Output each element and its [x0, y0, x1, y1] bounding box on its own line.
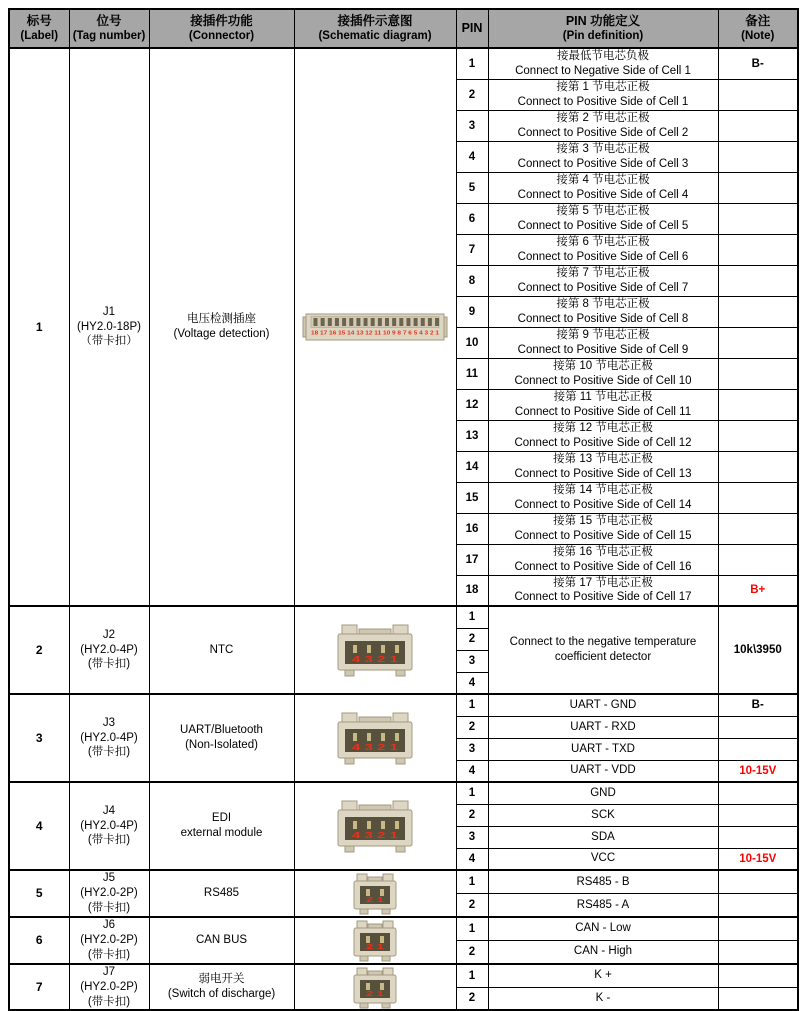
pin-number: 1	[456, 694, 488, 716]
pin-definition-table	[8, 8, 799, 1011]
pin-row-j5-1	[9, 870, 798, 893]
pin-definition-merged-j2: Connect to the negative temperature coefficient detector	[488, 606, 718, 694]
pin-definition-en: Connect to Positive Side of Cell 11	[514, 405, 692, 418]
tag-number-j4	[69, 782, 149, 870]
note-cell: 10-15V	[718, 848, 798, 870]
pin-definition-zh: 接第 8 节电芯正极	[556, 297, 650, 310]
pin-definition-zh: 接第 16 节电芯正极	[553, 545, 653, 558]
tag-number-j1-line: （带卡扣）	[80, 335, 138, 348]
pin-definition-zh: 接第 12 节电芯正极	[553, 421, 653, 434]
pin-definition-en: CAN - High	[573, 945, 633, 958]
note-cell	[718, 513, 798, 544]
note-cell	[718, 296, 798, 327]
connector-photo-2p	[352, 966, 398, 1009]
pin-definition-en: Connect to Positive Side of Cell 14	[514, 498, 692, 511]
tag-number-j4-line: J4	[102, 804, 116, 817]
table-body	[9, 48, 798, 1010]
note-cell: B+	[718, 575, 798, 606]
svg-text:2 1: 2 1	[366, 941, 384, 951]
tag-number-j2-line: J2	[102, 628, 116, 641]
pin-definition-zh: 接第 14 节电芯正极	[553, 483, 653, 496]
tag-number-j1-line: J1	[102, 305, 116, 318]
pin-definition	[488, 420, 718, 451]
connector-photo-4p	[336, 798, 414, 854]
header-note	[718, 9, 798, 48]
tag-number-j3-line: J3	[102, 716, 116, 729]
pin-definition-en: Connect to Negative Side of Cell 1	[515, 64, 691, 77]
header-connector-en: (Connector)	[188, 30, 255, 43]
note-cell	[718, 389, 798, 420]
header-connector-function	[149, 9, 294, 48]
header-pin-definition-zh: PIN 功能定义	[565, 13, 641, 28]
pin-definition	[488, 870, 718, 893]
note-cell	[718, 265, 798, 296]
header-label-zh: 标号	[26, 13, 52, 28]
header-tag-en: (Tag number)	[72, 30, 146, 43]
pin-row-j1-1	[9, 48, 798, 79]
schematic-photo-wrap	[295, 872, 456, 915]
row-label-j2: 2	[9, 606, 69, 694]
schematic-cell-j5	[294, 870, 456, 917]
tag-number-j1-line: (HY2.0-18P)	[77, 320, 141, 333]
pin-definition	[488, 389, 718, 420]
connector-photo-4p	[336, 622, 414, 678]
pin-definition	[488, 964, 718, 987]
pin-definition	[488, 110, 718, 141]
note-cell-j2: 10k\3950	[718, 606, 798, 694]
note-cell	[718, 964, 798, 987]
schematic-cell-j4	[294, 782, 456, 870]
schematic-cell-j7	[294, 964, 456, 1011]
note-cell	[718, 716, 798, 738]
pin-definition	[488, 141, 718, 172]
pin-row-j6-1	[9, 917, 798, 940]
pin-definition-en: Connect to Positive Side of Cell 16	[514, 560, 692, 573]
svg-text:4 3 2 1: 4 3 2 1	[352, 655, 400, 664]
pin-definition-en: UART - GND	[569, 698, 637, 711]
pin-definition	[488, 296, 718, 327]
row-label-j6: 6	[9, 917, 69, 964]
pin-number: 14	[456, 451, 488, 482]
tag-number-j3-line: (HY2.0-4P)	[80, 731, 138, 744]
note-cell	[718, 172, 798, 203]
pin-definition	[488, 327, 718, 358]
pin-definition	[488, 804, 718, 826]
pin-definition	[488, 203, 718, 234]
pin-definition-en: UART - VDD	[570, 764, 636, 777]
pin-number: 7	[456, 234, 488, 265]
pin-number: 13	[456, 420, 488, 451]
header-note-en: (Note)	[741, 30, 775, 43]
tag-number-j5-line: J5	[102, 872, 116, 884]
tag-number-j4-line: (带卡扣)	[87, 834, 131, 847]
note-cell	[718, 893, 798, 916]
header-pin-label: PIN	[461, 20, 483, 35]
tag-number-j6-line: J6	[102, 918, 116, 931]
pin-definition	[488, 544, 718, 575]
pin-number: 1	[456, 606, 488, 628]
note-cell	[718, 79, 798, 110]
pin-number: 1	[456, 917, 488, 940]
connector-function-j5-line: RS485	[203, 886, 240, 899]
header-note-zh: 备注	[745, 13, 771, 28]
pin-number: 12	[456, 389, 488, 420]
connector-function-j4-line: EDI	[211, 812, 232, 825]
pin-number: 6	[456, 203, 488, 234]
row-label-j1: 1	[9, 48, 69, 606]
pin-row-j3-1	[9, 694, 798, 716]
pin-number: 15	[456, 482, 488, 513]
tag-number-j5	[69, 870, 149, 917]
svg-text:2 1: 2 1	[366, 988, 384, 998]
note-cell	[718, 141, 798, 172]
pin-number: 3	[456, 826, 488, 848]
schematic-cell-j1	[294, 48, 456, 606]
pin-definition	[488, 782, 718, 804]
connector-photo-18p	[301, 309, 449, 345]
pin-number: 11	[456, 358, 488, 389]
pin-number: 2	[456, 987, 488, 1010]
schematic-cell-j3	[294, 694, 456, 782]
pin-number: 9	[456, 296, 488, 327]
pin-definition-en: Connect to Positive Side of Cell 5	[517, 219, 689, 232]
note-cell	[718, 940, 798, 963]
header-pin-definition-en: (Pin definition)	[562, 30, 644, 43]
pin-definition	[488, 917, 718, 940]
pin-definition-zh: 接第 4 节电芯正极	[556, 173, 650, 186]
pin-row-j7-1	[9, 964, 798, 987]
pin-definition-en: K +	[594, 969, 612, 982]
pin-definition-en: Connect to Positive Side of Cell 17	[514, 591, 692, 604]
header-pin	[456, 9, 488, 48]
note-cell	[718, 327, 798, 358]
note-cell	[718, 358, 798, 389]
pin-number: 2	[456, 940, 488, 963]
pin-number: 1	[456, 48, 488, 79]
pin-definition-en: CAN - Low	[575, 922, 631, 935]
pin-definition-en: Connect to Positive Side of Cell 2	[517, 126, 689, 139]
pin-number: 1	[456, 964, 488, 987]
pin-definition-en: SCK	[591, 808, 615, 821]
pin-definition-zh: 接第 6 节电芯正极	[556, 235, 650, 248]
schematic-cell-j2	[294, 606, 456, 694]
connector-photo-2p	[352, 919, 398, 962]
pin-definition-zh: 接第 15 节电芯正极	[553, 514, 653, 527]
note-cell: B-	[718, 694, 798, 716]
pin-definition	[488, 716, 718, 738]
connector-photo-4p	[336, 710, 414, 766]
pin-definition-en: Connect to Positive Side of Cell 13	[514, 467, 692, 480]
row-label-j3: 3	[9, 694, 69, 782]
pin-definition-zh: 接第 5 节电芯正极	[556, 204, 650, 217]
pin-definition-en: RS485 - B	[576, 875, 630, 888]
tag-number-j7-line: (HY2.0-2P)	[80, 980, 138, 993]
pin-number: 16	[456, 513, 488, 544]
pin-number: 4	[456, 848, 488, 870]
pin-number: 2	[456, 893, 488, 916]
pin-definition-zh: 接第 9 节电芯正极	[556, 328, 650, 341]
pin-definition	[488, 575, 718, 606]
header-schematic-en: (Schematic diagram)	[318, 30, 432, 43]
pin-definition-en: Connect to Positive Side of Cell 6	[517, 250, 689, 263]
svg-text:18 17 16 15 14 13 12 11 10 9 8: 18 17 16 15 14 13 12 11 10 9 8 7 6 5 4 3 2 1	[311, 330, 439, 337]
pin-definition-en: Connect to Positive Side of Cell 12	[514, 436, 692, 449]
pin-definition-en: UART - RXD	[570, 720, 636, 733]
note-cell	[718, 917, 798, 940]
pin-definition	[488, 893, 718, 916]
pin-definition-zh: 接第 13 节电芯正极	[553, 452, 653, 465]
tag-number-j3	[69, 694, 149, 782]
note-cell	[718, 482, 798, 513]
pin-definition-en: K -	[595, 992, 611, 1005]
schematic-photo-wrap	[295, 798, 456, 854]
connector-function-j6-line: CAN BUS	[195, 933, 248, 946]
note-cell	[718, 987, 798, 1010]
tag-number-j7-line: (带卡扣)	[87, 995, 131, 1008]
pin-definition	[488, 940, 718, 963]
svg-text:4 3 2 1: 4 3 2 1	[352, 831, 400, 840]
pin-number: 2	[456, 716, 488, 738]
connector-function-j1-line: 电压检测插座	[187, 313, 256, 326]
tag-number-j2	[69, 606, 149, 694]
pin-definition	[488, 738, 718, 760]
note-cell: B-	[718, 48, 798, 79]
connector-function-j3-line: (Non-Isolated)	[185, 739, 258, 751]
svg-text:2 1: 2 1	[366, 894, 384, 904]
pin-definition-en: SDA	[591, 830, 615, 843]
pin-definition	[488, 265, 718, 296]
pin-number: 5	[456, 172, 488, 203]
schematic-photo-wrap	[295, 622, 456, 678]
pin-definition-zh: 接第 2 节电芯正极	[556, 111, 650, 124]
pin-number: 8	[456, 265, 488, 296]
pin-definition	[488, 826, 718, 848]
pin-number: 1	[456, 870, 488, 893]
pin-definition	[488, 760, 718, 782]
pin-number: 2	[456, 628, 488, 650]
note-cell	[718, 451, 798, 482]
pin-definition	[488, 848, 718, 870]
header-schematic	[294, 9, 456, 48]
schematic-cell-j6	[294, 917, 456, 964]
pin-definition-zh: 接第 1 节电芯正极	[556, 80, 650, 93]
pin-definition-en: UART - TXD	[571, 742, 635, 755]
row-label-j5: 5	[9, 870, 69, 917]
tag-number-j7	[69, 964, 149, 1011]
pin-definition	[488, 358, 718, 389]
tag-number-j5-line: (HY2.0-2P)	[80, 886, 138, 899]
pin-number: 1	[456, 782, 488, 804]
tag-number-j5-line: (带卡扣)	[87, 901, 131, 914]
header-tag-number	[69, 9, 149, 48]
connector-function-j7-line: (Switch of discharge)	[167, 988, 276, 1001]
pin-number: 3	[456, 738, 488, 760]
pin-definition-zh: 接第 11 节电芯正极	[553, 390, 653, 403]
pin-definition	[488, 234, 718, 265]
pin-definition	[488, 451, 718, 482]
pin-definition-zh: 接第 17 节电芯正极	[553, 576, 653, 589]
connector-function-j7-line: 弱电开关	[198, 973, 245, 986]
schematic-photo-wrap	[295, 919, 456, 962]
header-label	[9, 9, 69, 48]
note-cell	[718, 110, 798, 141]
pin-definition-en: Connect to Positive Side of Cell 4	[517, 188, 689, 201]
tag-number-j1	[69, 48, 149, 606]
note-cell	[718, 782, 798, 804]
pin-definition-en: Connect to Positive Side of Cell 9	[517, 343, 689, 356]
tag-number-j6-line: (带卡扣)	[87, 948, 131, 961]
note-cell	[718, 826, 798, 848]
connector-function-j1	[149, 48, 294, 606]
connector-function-j3	[149, 694, 294, 782]
connector-function-j7	[149, 964, 294, 1011]
schematic-photo-wrap	[295, 966, 456, 1009]
connector-function-j5	[149, 870, 294, 917]
pin-definition	[488, 513, 718, 544]
tag-number-j3-line: (带卡扣)	[87, 746, 131, 759]
svg-text:4 3 2 1: 4 3 2 1	[352, 743, 400, 752]
pin-definition-en: Connect to Positive Side of Cell 3	[517, 157, 689, 170]
schematic-photo-wrap	[295, 710, 456, 766]
header-tag-zh: 位号	[96, 13, 122, 28]
connector-function-j4-line: external module	[180, 827, 263, 839]
pin-definition-en: Connect to Positive Side of Cell 15	[514, 529, 692, 542]
header-pin-definition	[488, 9, 718, 48]
pin-definition-en: Connect to Positive Side of Cell 10	[514, 374, 692, 387]
pin-definition-en: GND	[590, 786, 616, 799]
pin-definition-zh: 接第 10 节电芯正极	[553, 359, 653, 372]
row-label-j7: 7	[9, 964, 69, 1011]
connector-function-j1-line: (Voltage detection)	[173, 328, 270, 340]
tag-number-j7-line: J7	[102, 965, 116, 978]
pin-row-j4-1	[9, 782, 798, 804]
pin-number: 4	[456, 760, 488, 782]
tag-number-j4-line: (HY2.0-4P)	[80, 819, 138, 832]
pin-definition-zh: 接第 7 节电芯正极	[556, 266, 650, 279]
pin-definition	[488, 987, 718, 1010]
pin-number: 4	[456, 141, 488, 172]
note-cell	[718, 544, 798, 575]
pin-definition	[488, 79, 718, 110]
pin-number: 2	[456, 79, 488, 110]
pin-number: 2	[456, 804, 488, 826]
note-cell	[718, 738, 798, 760]
note-cell	[718, 804, 798, 826]
pin-number: 4	[456, 672, 488, 694]
pin-definition-en: RS485 - A	[576, 898, 630, 911]
connector-function-j4	[149, 782, 294, 870]
pin-definition	[488, 48, 718, 79]
connector-function-j6	[149, 917, 294, 964]
connector-function-j2-line: NTC	[209, 643, 234, 656]
pin-definition-en: Connect to Positive Side of Cell 7	[517, 281, 689, 294]
pin-number: 17	[456, 544, 488, 575]
pin-definition-en: VCC	[590, 852, 616, 865]
header-row	[9, 9, 798, 48]
connector-function-j2	[149, 606, 294, 694]
tag-number-j6-line: (HY2.0-2P)	[80, 933, 138, 946]
pin-definition-zh: 接第 3 节电芯正极	[556, 142, 650, 155]
pin-number: 3	[456, 110, 488, 141]
note-cell	[718, 234, 798, 265]
note-cell: 10-15V	[718, 760, 798, 782]
pin-definition-en: Connect to Positive Side of Cell 1	[517, 95, 689, 108]
pin-definition-zh: 接最低节电芯负极	[557, 50, 649, 63]
row-label-j4: 4	[9, 782, 69, 870]
schematic-photo-wrap	[295, 309, 456, 345]
header-schematic-zh: 接插件示意图	[337, 13, 413, 28]
pin-definition	[488, 482, 718, 513]
pin-number: 3	[456, 650, 488, 672]
header-label-en: (Label)	[20, 30, 59, 43]
pin-number: 18	[456, 575, 488, 606]
header-connector-zh: 接插件功能	[190, 13, 253, 28]
pin-number: 10	[456, 327, 488, 358]
note-cell	[718, 420, 798, 451]
note-cell	[718, 870, 798, 893]
pin-definition	[488, 694, 718, 716]
pin-definition	[488, 172, 718, 203]
pin-definition-en: Connect to Positive Side of Cell 8	[517, 312, 689, 325]
pin-row-j2-1	[9, 606, 798, 628]
note-cell	[718, 203, 798, 234]
tag-number-j6	[69, 917, 149, 964]
connector-photo-2p	[352, 872, 398, 915]
connector-function-j3-line: UART/Bluetooth	[180, 724, 263, 737]
tag-number-j2-line: (带卡扣)	[87, 658, 131, 671]
tag-number-j2-line: (HY2.0-4P)	[80, 643, 138, 656]
